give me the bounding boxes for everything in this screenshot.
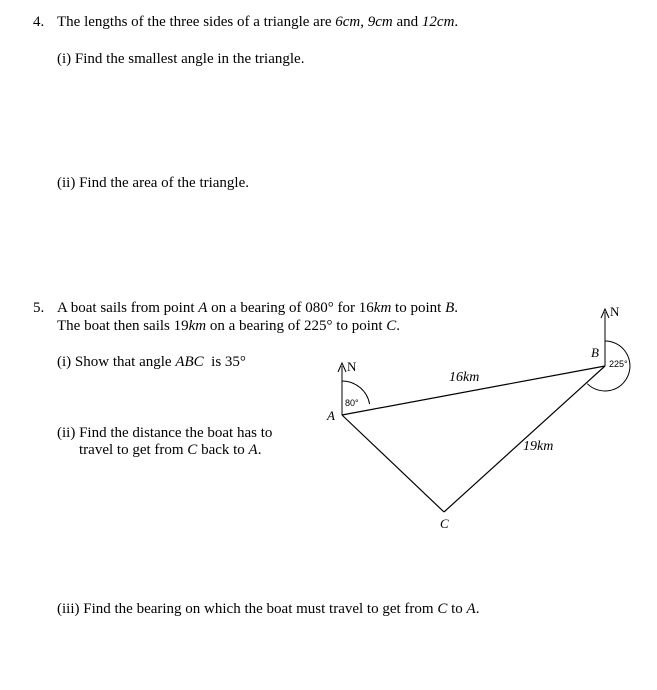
q4-side-1: 6cm — [335, 14, 361, 30]
q5-part-2-a: travel to get from — [79, 442, 188, 458]
q5-part-2-c: . — [257, 442, 262, 458]
q5-line-1-d: . — [454, 300, 458, 316]
distance-label-bc: 19km — [523, 439, 554, 454]
q5-part-2-b: back to — [197, 442, 249, 458]
q5-part-3-point-c: C — [437, 601, 448, 617]
distance-label-ab: 16km — [449, 370, 480, 385]
q4-sep-2: and — [392, 14, 422, 30]
q4-part-2: (ii) Find the area of the triangle. — [57, 175, 250, 191]
q5-line-2-km: km — [188, 318, 207, 334]
angle-label-b: 225° — [609, 359, 628, 369]
q5-part-3-c: . — [475, 601, 480, 617]
q5-part-3-b: to — [447, 601, 467, 617]
q5-part-2-point-a: A — [248, 442, 258, 458]
q4-end: . — [454, 14, 459, 30]
q5-part-3-point-a: A — [466, 601, 476, 617]
q5-line-1-point-b: B — [445, 300, 455, 316]
point-label-b: B — [591, 345, 599, 360]
q4-stem-text: The lengths of the three sides of a triangle are — [57, 14, 336, 30]
point-label-a: A — [327, 408, 335, 423]
north-label-a: N — [347, 359, 357, 374]
q5-line-1-a: A boat sails from point — [57, 300, 199, 316]
q5-part-3-a: (iii) Find the bearing on which the boat must travel to get from — [57, 601, 438, 617]
q5-line-1-km: km — [373, 300, 392, 316]
q4-side-3: 12cm — [421, 14, 455, 30]
q5-part-2-point-c: C — [187, 442, 198, 458]
q5-part-1-b: is 35° — [203, 354, 246, 370]
q4-part-1: (i) Find the smallest angle in the triangle. — [57, 51, 305, 67]
q5-line-1-point-a: A — [198, 300, 208, 316]
q5-line-1-b: on a bearing of 080° for 16 — [207, 300, 374, 316]
q5-line-2-point-c: C — [386, 318, 397, 334]
q5-part-1-a: (i) Show that angle — [57, 354, 176, 370]
point-label-c: C — [440, 516, 449, 531]
q5-number: 5. — [33, 300, 45, 316]
q5-part-1-abc: ABC — [175, 354, 204, 370]
north-label-b: N — [610, 304, 620, 319]
q5-line-2-a: The boat then sails 19 — [57, 318, 189, 334]
q5-line-2-b: on a bearing of 225° to point — [206, 318, 387, 334]
q4-side-2: 9cm — [367, 14, 393, 30]
q5-line-1-c: to point — [391, 300, 446, 316]
side-ac — [342, 415, 444, 512]
q5-part-2-line-1: (ii) Find the distance the boat has to — [57, 425, 273, 441]
q4-sep-1: , — [360, 14, 368, 30]
angle-label-a: 80° — [345, 398, 359, 408]
q4-number: 4. — [33, 14, 45, 30]
q5-line-2-c: . — [396, 318, 401, 334]
